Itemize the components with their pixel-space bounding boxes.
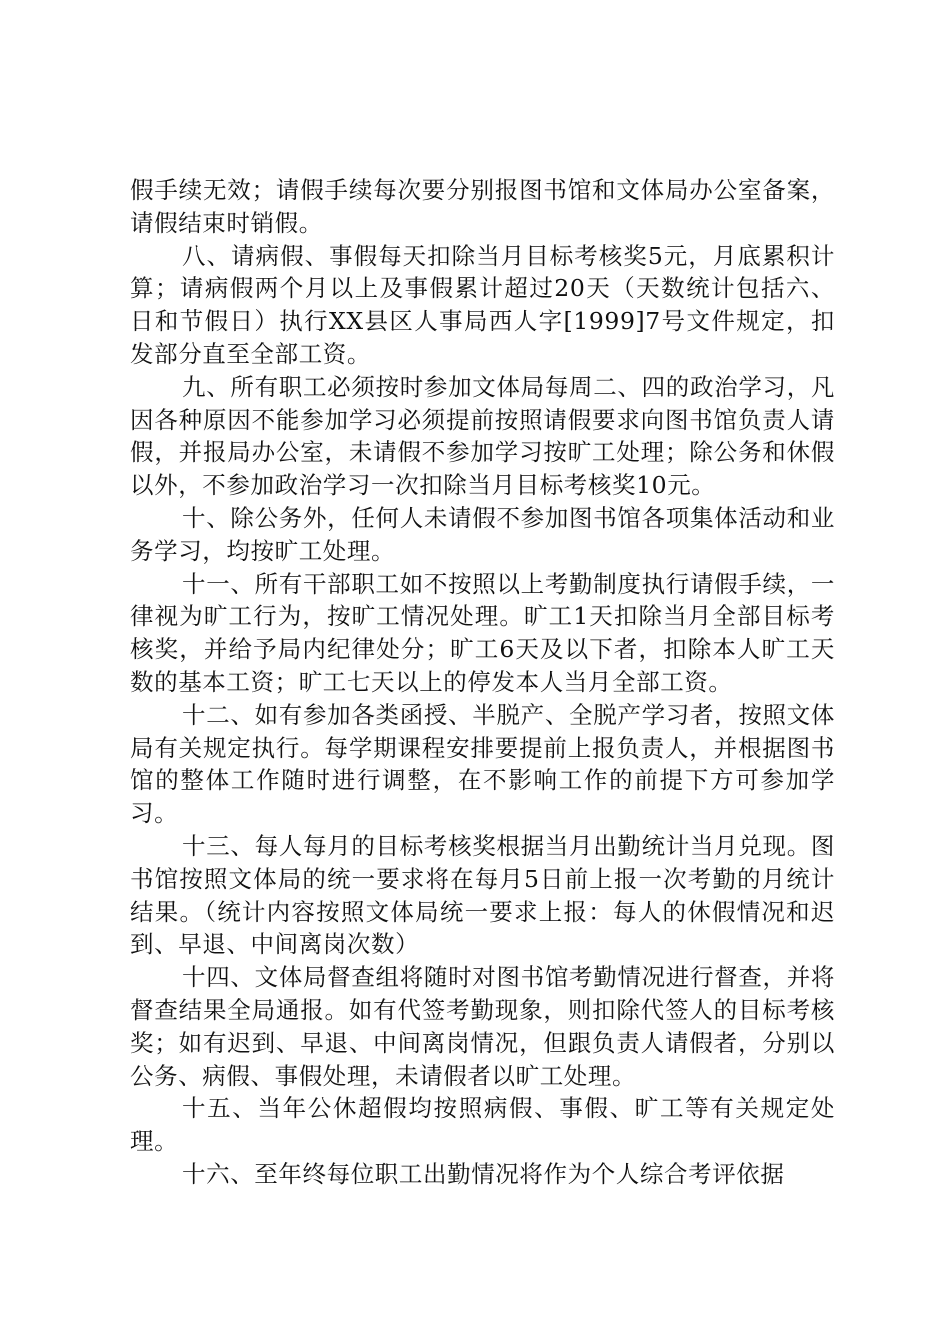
paragraph-item-9: 九、所有职工必须按时参加文体局每周二、四的政治学习，凡因各种原因不能参加学习必须提前按照请假要求向图书馆负责人请假，并报局办公室，未请假不参加学习按旷工处理；除公务和休假以外，不参加政治学习一次扣除当月目标考核奖10元。	[130, 372, 835, 500]
paragraph-item-14: 十四、文体局督查组将随时对图书馆考勤情况进行督查，并将督查结果全局通报。如有代签考勤现象，则扣除代签人的目标考核奖；如有迟到、早退、中间离岗情况，但跟负责人请假者，分别以公务、病假、事假处理，未请假者以旷工处理。	[130, 963, 835, 1090]
paragraph-item-8: 八、请病假、事假每天扣除当月目标考核奖5元，月底累积计算；请病假两个月以上及事假累计超过20天（天数统计包括六、日和节假日）执行XX县区人事局西人字[1999]7号文件规定，扣发部分直至全部工资。	[130, 241, 835, 368]
paragraph-item-16: 十六、至年终每位职工出勤情况将作为个人综合考评依据	[182, 1159, 785, 1188]
document-body	[130, 174, 835, 1191]
paragraph-item-12: 十二、如有参加各类函授、半脱产、全脱产学习者，按照文体局有关规定执行。每学期课程安排要提前上报负责人，并根据图书馆的整体工作随时进行调整，在不影响工作的前提下方可参加学习。	[130, 700, 835, 828]
paragraph-item-13: 十三、每人每月的目标考核奖根据当月出勤统计当月兑现。图书馆按照文体局的统一要求将在每月5日前上报一次考勤的月统计结果。（统计内容按照文体局统一要求上报：每人的休假情况和迟到、早退、中间离岗次数）	[130, 831, 835, 959]
paragraph-continuation: 假手续无效；请假手续每次要分别报图书馆和文体局办公室备案，请假结束时销假。	[130, 176, 835, 237]
paragraph-item-10: 十、除公务外，任何人未请假不参加图书馆各项集体活动和业务学习，均按旷工处理。	[130, 503, 835, 565]
paragraph-item-11: 十一、所有干部职工如不按照以上考勤制度执行请假手续，一律视为旷工行为，按旷工情况处理。旷工1天扣除当月全部目标考核奖，并给予局内纪律处分；旷工6天及以下者，扣除本人旷工天数的基本工资；旷工七天以上的停发本人当月全部工资。	[130, 569, 835, 696]
paragraph-item-15: 十五、当年公休超假均按照病假、事假、旷工等有关规定处理。	[130, 1094, 835, 1156]
